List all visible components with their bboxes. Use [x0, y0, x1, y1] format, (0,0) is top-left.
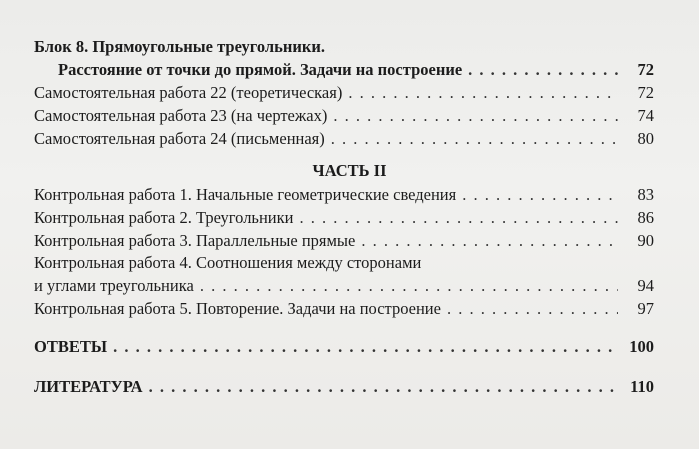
toc-entry-work22 [34, 82, 654, 104]
page-number: 100 [629, 337, 654, 356]
dot-leader [299, 207, 618, 229]
toc-entry-test2 [34, 207, 654, 229]
entry-title: Самостоятельная работа 24 (письменная) [34, 129, 325, 148]
page-number: 86 [637, 208, 654, 227]
toc-entry-answers [34, 336, 654, 358]
dot-leader [331, 128, 618, 150]
page-number: 83 [637, 185, 654, 204]
block-title-line2: Расстояние от точки до прямой. Задачи на построение [58, 60, 463, 79]
toc-entry-test3 [34, 230, 654, 252]
page-number: 80 [637, 129, 654, 148]
toc-entry-test5 [34, 298, 654, 320]
cropped-top-text [30, 0, 699, 14]
entry-title: и углами треугольника [34, 276, 194, 295]
toc-entry-work24 [34, 128, 654, 150]
block-title-line1: Блок 8. Прямоугольные треугольники. [34, 37, 325, 56]
toc-entry-test4 [34, 275, 654, 297]
toc-entry-literature [34, 376, 654, 398]
entry-title: Самостоятельная работа 22 (теоретическая) [34, 83, 343, 102]
entry-title: Самостоятельная работа 23 (на чертежах) [34, 106, 328, 125]
dot-leader [348, 82, 618, 104]
page-number: 90 [637, 231, 654, 250]
toc-entry-test4-line1: Контрольная работа 4. Соотношения между сторонами [34, 253, 422, 272]
entry-title: Контрольная работа 3. Параллельные прямые [34, 231, 356, 250]
dot-leader [113, 336, 618, 358]
dot-leader [149, 376, 618, 398]
dot-leader [200, 275, 618, 297]
dot-leader [333, 105, 618, 127]
entry-title: Контрольная работа 1. Начальные геометрические сведения [34, 185, 457, 204]
toc-entry-block8 [58, 59, 654, 81]
page-number: 110 [630, 377, 654, 396]
page-number: 72 [637, 83, 654, 102]
toc-entry-test1 [34, 184, 654, 206]
dot-leader [462, 184, 618, 206]
dot-leader [468, 59, 618, 81]
dot-leader [361, 230, 618, 252]
page-number: 74 [637, 106, 654, 125]
page-number: 97 [637, 299, 654, 318]
entry-title: ОТВЕТЫ [34, 337, 108, 356]
part-heading: ЧАСТЬ II [312, 161, 387, 180]
dot-leader [447, 298, 618, 320]
entry-title: ЛИТЕРАТУРА [34, 377, 143, 396]
page-number: 94 [637, 276, 654, 295]
page-number: 72 [637, 60, 654, 79]
entry-title: Контрольная работа 5. Повторение. Задачи на построение [34, 299, 441, 318]
entry-title: Контрольная работа 2. Треугольники [34, 208, 294, 227]
toc-entry-work23 [34, 105, 654, 127]
